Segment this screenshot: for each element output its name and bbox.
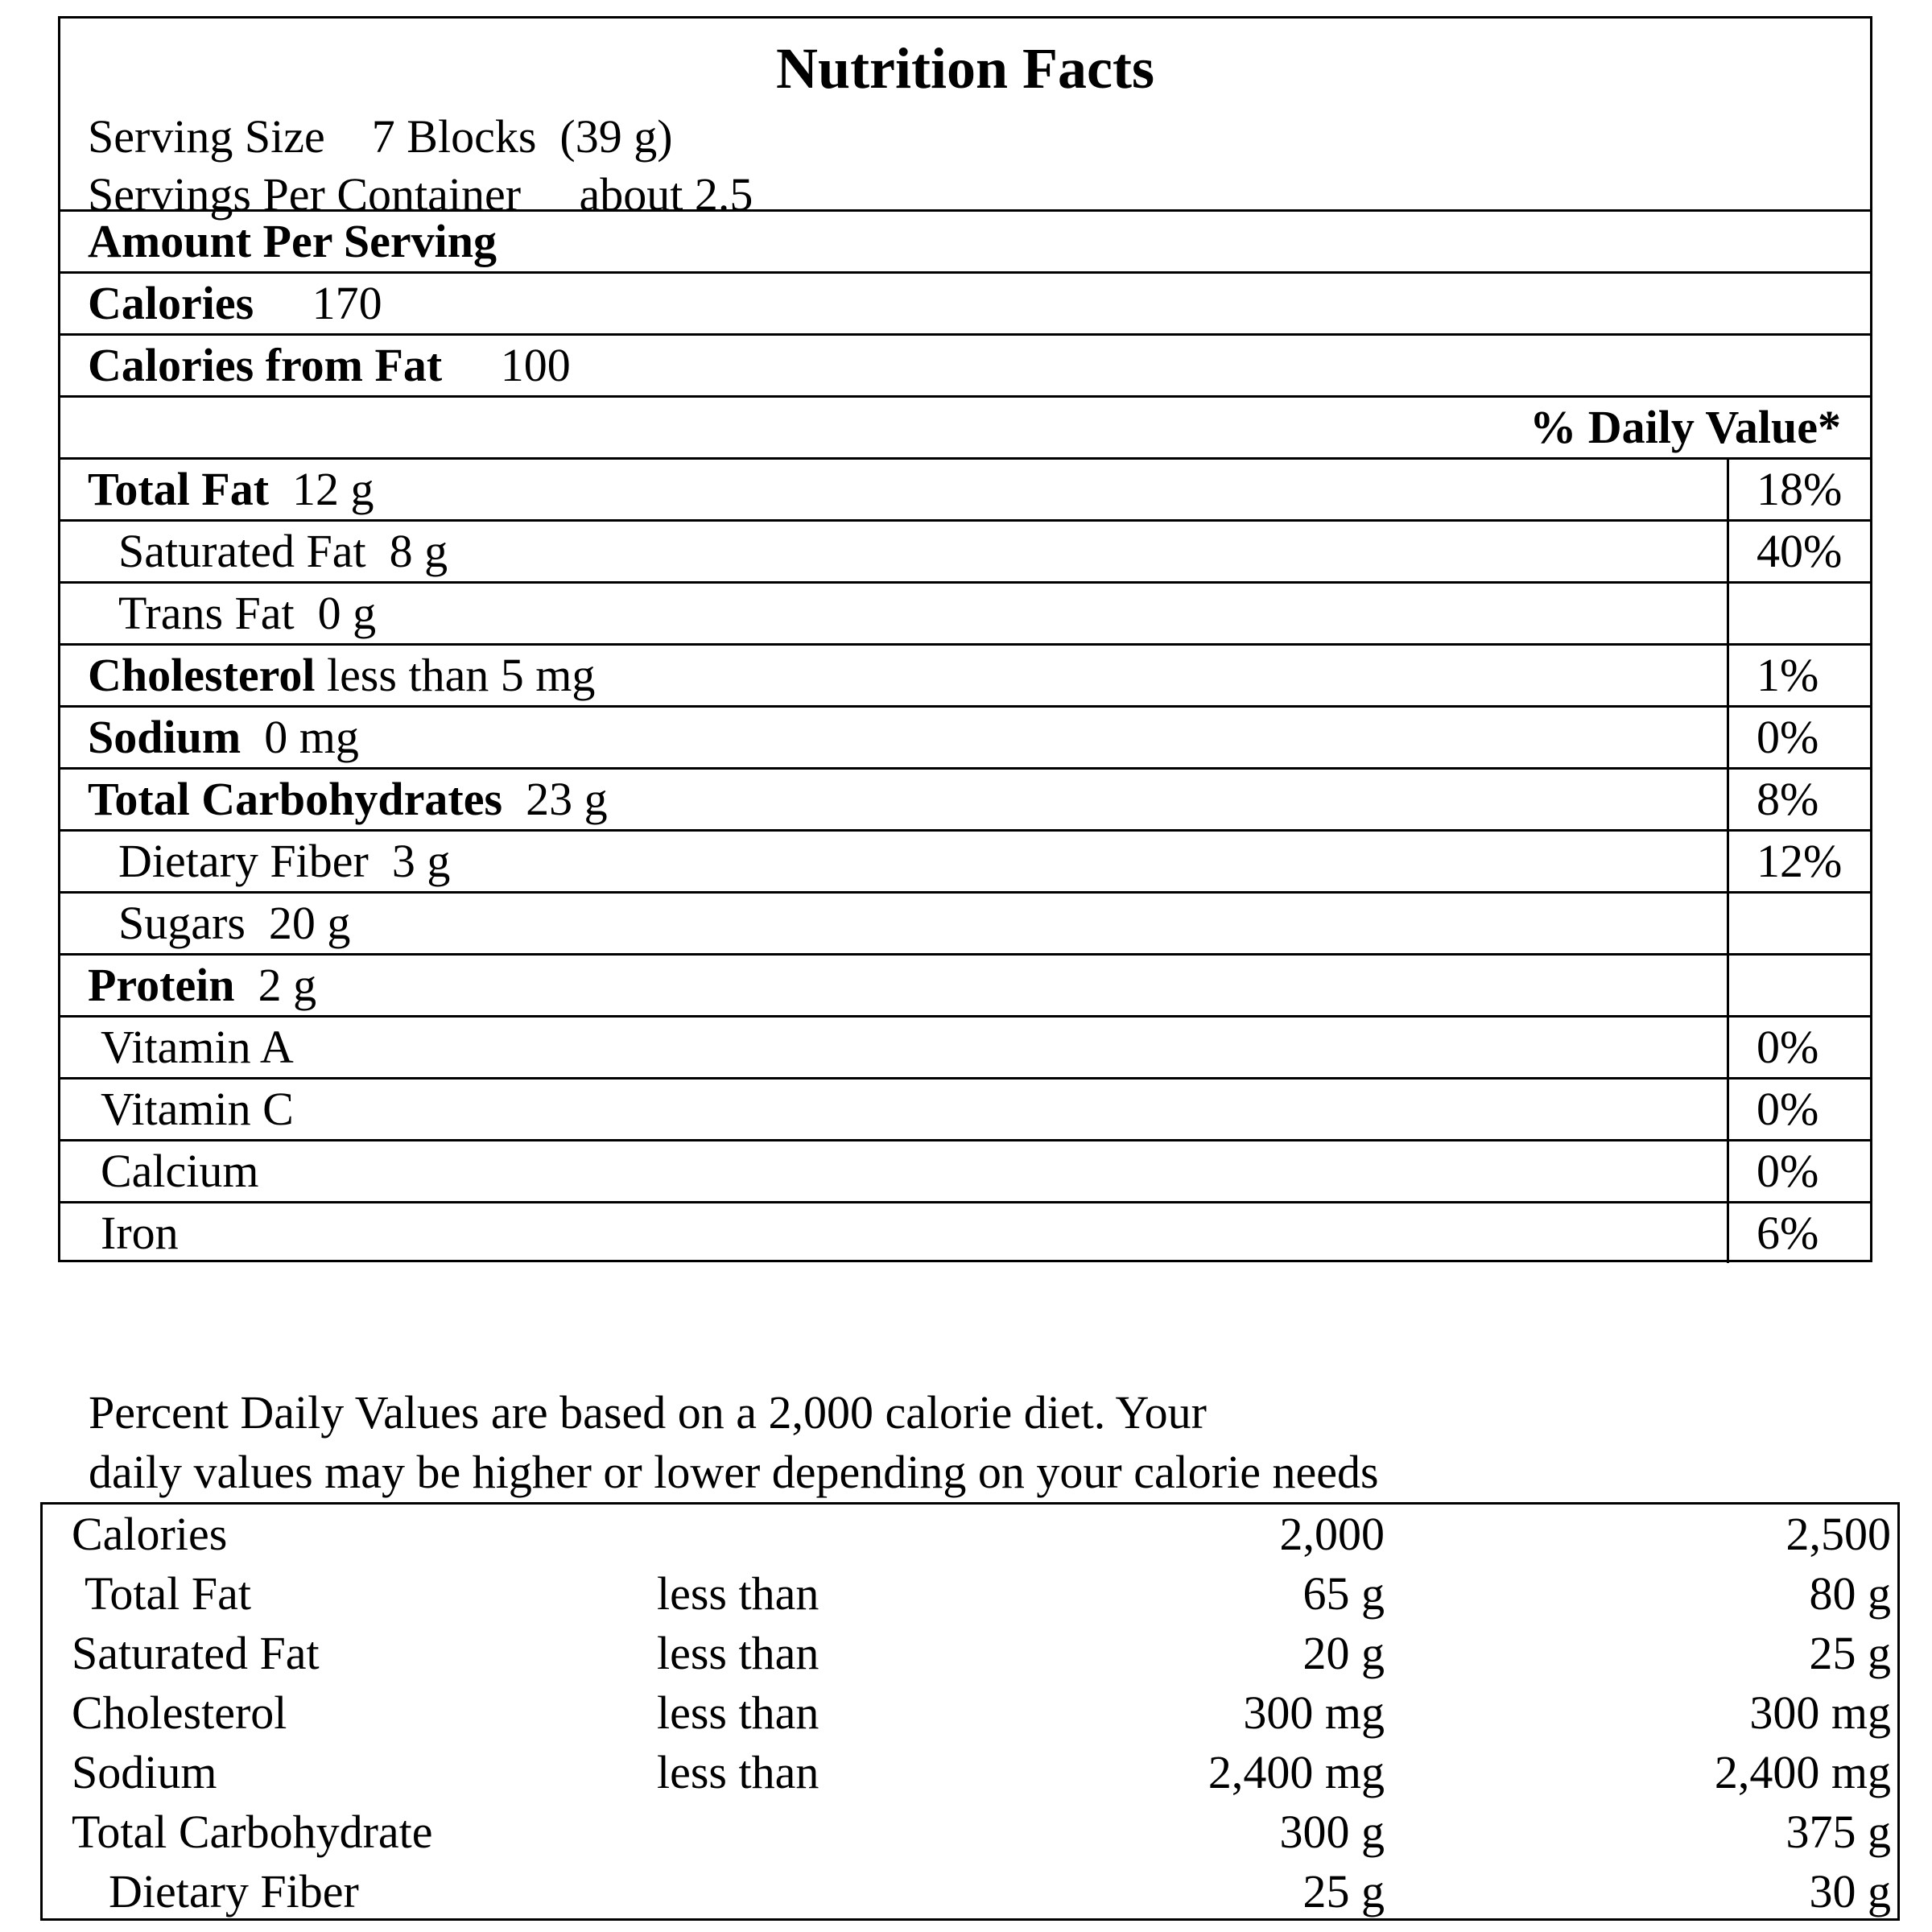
reference-name: Calories <box>72 1508 228 1560</box>
footnote-line-1: Percent Daily Values are based on a 2,000 calorie diet. Your <box>89 1386 1207 1439</box>
nutrition-facts-label <box>58 16 1872 1262</box>
reference-row <box>43 1743 1897 1802</box>
nutrient-sugars <box>118 894 350 953</box>
nutrient-row-cholesterol <box>60 646 1870 708</box>
reference-row <box>43 1802 1897 1862</box>
serving-size-value: 7 Blocks (39 g) <box>371 110 673 163</box>
nutrient-row-total-carbohydrates <box>60 770 1870 832</box>
reference-row <box>43 1683 1897 1743</box>
reference-2500: 2,400 mg <box>1714 1746 1891 1798</box>
reference-qualifier: less than <box>657 1686 819 1739</box>
vitamin-name: Calcium <box>101 1145 259 1197</box>
nutrient-dv: 12% <box>1727 832 1870 891</box>
nutrient-name: Dietary Fiber <box>118 835 369 887</box>
vitamin-row-iron <box>60 1203 1870 1265</box>
reference-row <box>43 1624 1897 1683</box>
reference-2500: 30 g <box>1809 1865 1891 1918</box>
reference-qualifier: less than <box>657 1746 819 1798</box>
nutrient-dv <box>1727 584 1870 643</box>
reference-name: Saturated Fat <box>72 1627 320 1679</box>
reference-row <box>43 1862 1897 1922</box>
nutrient-row-sodium <box>60 708 1870 770</box>
reference-2500: 375 g <box>1785 1806 1891 1858</box>
nutrient-dv: 0% <box>1727 708 1870 767</box>
reference-row <box>43 1505 1897 1564</box>
nutrient-amount: 0 mg <box>264 711 359 763</box>
calories-from-fat-row <box>60 336 1870 398</box>
reference-name: Cholesterol <box>72 1686 287 1739</box>
nutrient-amount: 12 g <box>292 463 374 515</box>
nutrient-amount: less than 5 mg <box>326 649 596 701</box>
vitamin-row-vitamin-a <box>60 1018 1870 1080</box>
reference-2500: 25 g <box>1809 1627 1891 1679</box>
reference-2000: 65 g <box>1302 1567 1385 1620</box>
servings-per-container-value: about 2.5 <box>579 168 753 221</box>
label-title: Nutrition Facts <box>776 36 1154 101</box>
nutrient-dv <box>1727 956 1870 1015</box>
nutrient-amount: 3 g <box>391 835 451 887</box>
nutrient-total-fat <box>88 460 374 519</box>
reference-2000: 2,000 <box>1279 1508 1385 1560</box>
reference-2000: 300 mg <box>1243 1686 1385 1739</box>
reference-name: Total Fat <box>85 1567 251 1620</box>
reference-2500: 80 g <box>1809 1567 1891 1620</box>
calories-from-fat-value: 100 <box>500 339 571 391</box>
nutrient-amount: 20 g <box>268 897 351 949</box>
reference-2000: 2,400 mg <box>1208 1746 1385 1798</box>
vitamin-row-calcium <box>60 1141 1870 1203</box>
reference-name: Total Carbohydrate <box>72 1806 433 1858</box>
nutrient-total-carbohydrates <box>88 770 608 829</box>
calories-row <box>60 274 1870 336</box>
nutrient-sodium <box>88 708 359 767</box>
daily-value-reference-table <box>40 1502 1900 1921</box>
nutrient-dv: 40% <box>1727 522 1870 581</box>
calories-from-fat-label: Calories from Fat <box>88 339 443 391</box>
calories-from-fat <box>88 336 571 395</box>
nutrient-amount: 8 g <box>389 525 448 577</box>
nutrient-name: Trans Fat <box>118 587 295 639</box>
nutrient-row-total-fat <box>60 460 1870 522</box>
reference-2000: 300 g <box>1279 1806 1385 1858</box>
nutrient-row-protein <box>60 956 1870 1018</box>
calories-label: Calories <box>88 277 254 329</box>
nutrient-name: Total Fat <box>88 463 270 515</box>
amount-per-serving: Amount Per Serving <box>88 215 497 267</box>
reference-2500: 300 mg <box>1749 1686 1891 1739</box>
nutrient-name: Sodium <box>88 711 242 763</box>
nutrient-dv: 8% <box>1727 770 1870 829</box>
nutrient-row-saturated-fat <box>60 522 1870 584</box>
daily-value-header-row <box>60 398 1870 460</box>
calories <box>88 274 382 333</box>
nutrient-amount: 2 g <box>258 959 317 1011</box>
vitamin-dv: 0% <box>1727 1141 1870 1201</box>
vitamin-name: Vitamin C <box>101 1083 294 1135</box>
reference-2000: 20 g <box>1302 1627 1385 1679</box>
nutrient-name: Saturated Fat <box>118 525 366 577</box>
vitamin-row-vitamin-c <box>60 1080 1870 1141</box>
label-header <box>60 19 1870 221</box>
nutrient-name: Cholesterol <box>88 649 316 701</box>
reference-qualifier: less than <box>657 1567 819 1620</box>
nutrient-saturated-fat <box>118 522 448 581</box>
reference-2000: 25 g <box>1302 1865 1385 1918</box>
reference-qualifier: less than <box>657 1627 819 1679</box>
nutrient-dv <box>1727 894 1870 953</box>
reference-name: Sodium <box>72 1746 217 1798</box>
nutrient-row-sugars <box>60 894 1870 956</box>
serving-size-label: Serving Size <box>88 110 325 163</box>
serving-size <box>88 109 673 165</box>
daily-value-header: % Daily Value* <box>1530 401 1841 453</box>
nutrient-amount: 0 g <box>317 587 377 639</box>
nutrient-row-trans-fat <box>60 584 1870 646</box>
vitamin-dv: 0% <box>1727 1018 1870 1077</box>
vitamin-dv: 6% <box>1727 1203 1870 1263</box>
reference-row <box>43 1564 1897 1624</box>
nutrient-amount: 23 g <box>526 773 608 825</box>
nutrient-row-dietary-fiber <box>60 832 1870 894</box>
nutrient-cholesterol <box>88 646 595 705</box>
reference-2500: 2,500 <box>1785 1508 1891 1560</box>
calories-value: 170 <box>312 277 382 329</box>
nutrient-name: Protein <box>88 959 235 1011</box>
amount-per-serving-row <box>60 212 1870 274</box>
footnote-line-2: daily values may be higher or lower depending on your calorie needs <box>89 1446 1379 1498</box>
servings-per-container-label: Servings Per Container <box>88 168 522 221</box>
vitamin-name: Vitamin A <box>101 1021 294 1073</box>
vitamin-dv: 0% <box>1727 1080 1870 1139</box>
nutrient-name: Sugars <box>118 897 246 949</box>
nutrient-dietary-fiber <box>118 832 450 891</box>
nutrient-dv: 1% <box>1727 646 1870 705</box>
nutrient-name: Total Carbohydrates <box>88 773 503 825</box>
vitamin-name: Iron <box>101 1207 179 1259</box>
nutrient-dv: 18% <box>1727 460 1870 519</box>
reference-name: Dietary Fiber <box>109 1865 359 1918</box>
nutrient-trans-fat <box>118 584 376 643</box>
nutrient-protein <box>88 956 316 1015</box>
daily-value-footnote <box>89 1383 1379 1502</box>
